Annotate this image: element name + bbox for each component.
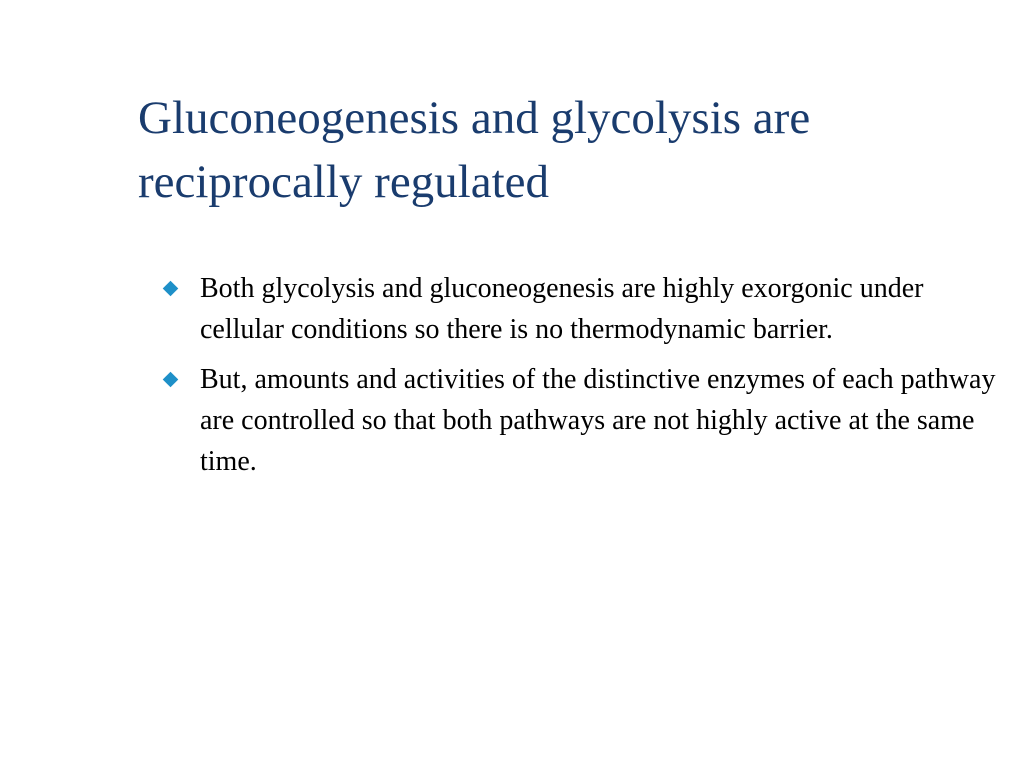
bullet-item bbox=[162, 268, 1002, 350]
slide-title: Gluconeogenesis and glycolysis are reciprocally regulated bbox=[138, 92, 811, 208]
diamond-bullet-icon bbox=[163, 372, 179, 388]
bullet-text: But, amounts and activities of the distinctive enzymes of each pathway are controlled so that both pathways are not highly active at the same time. bbox=[200, 364, 996, 477]
bullet-item bbox=[162, 359, 1002, 482]
diamond-bullet-icon bbox=[163, 281, 179, 297]
bullet-list bbox=[162, 268, 1002, 491]
bullet-text: Both glycolysis and gluconeogenesis are highly exorgonic under cellular conditions so there is no thermodynamic barrier. bbox=[200, 273, 924, 345]
